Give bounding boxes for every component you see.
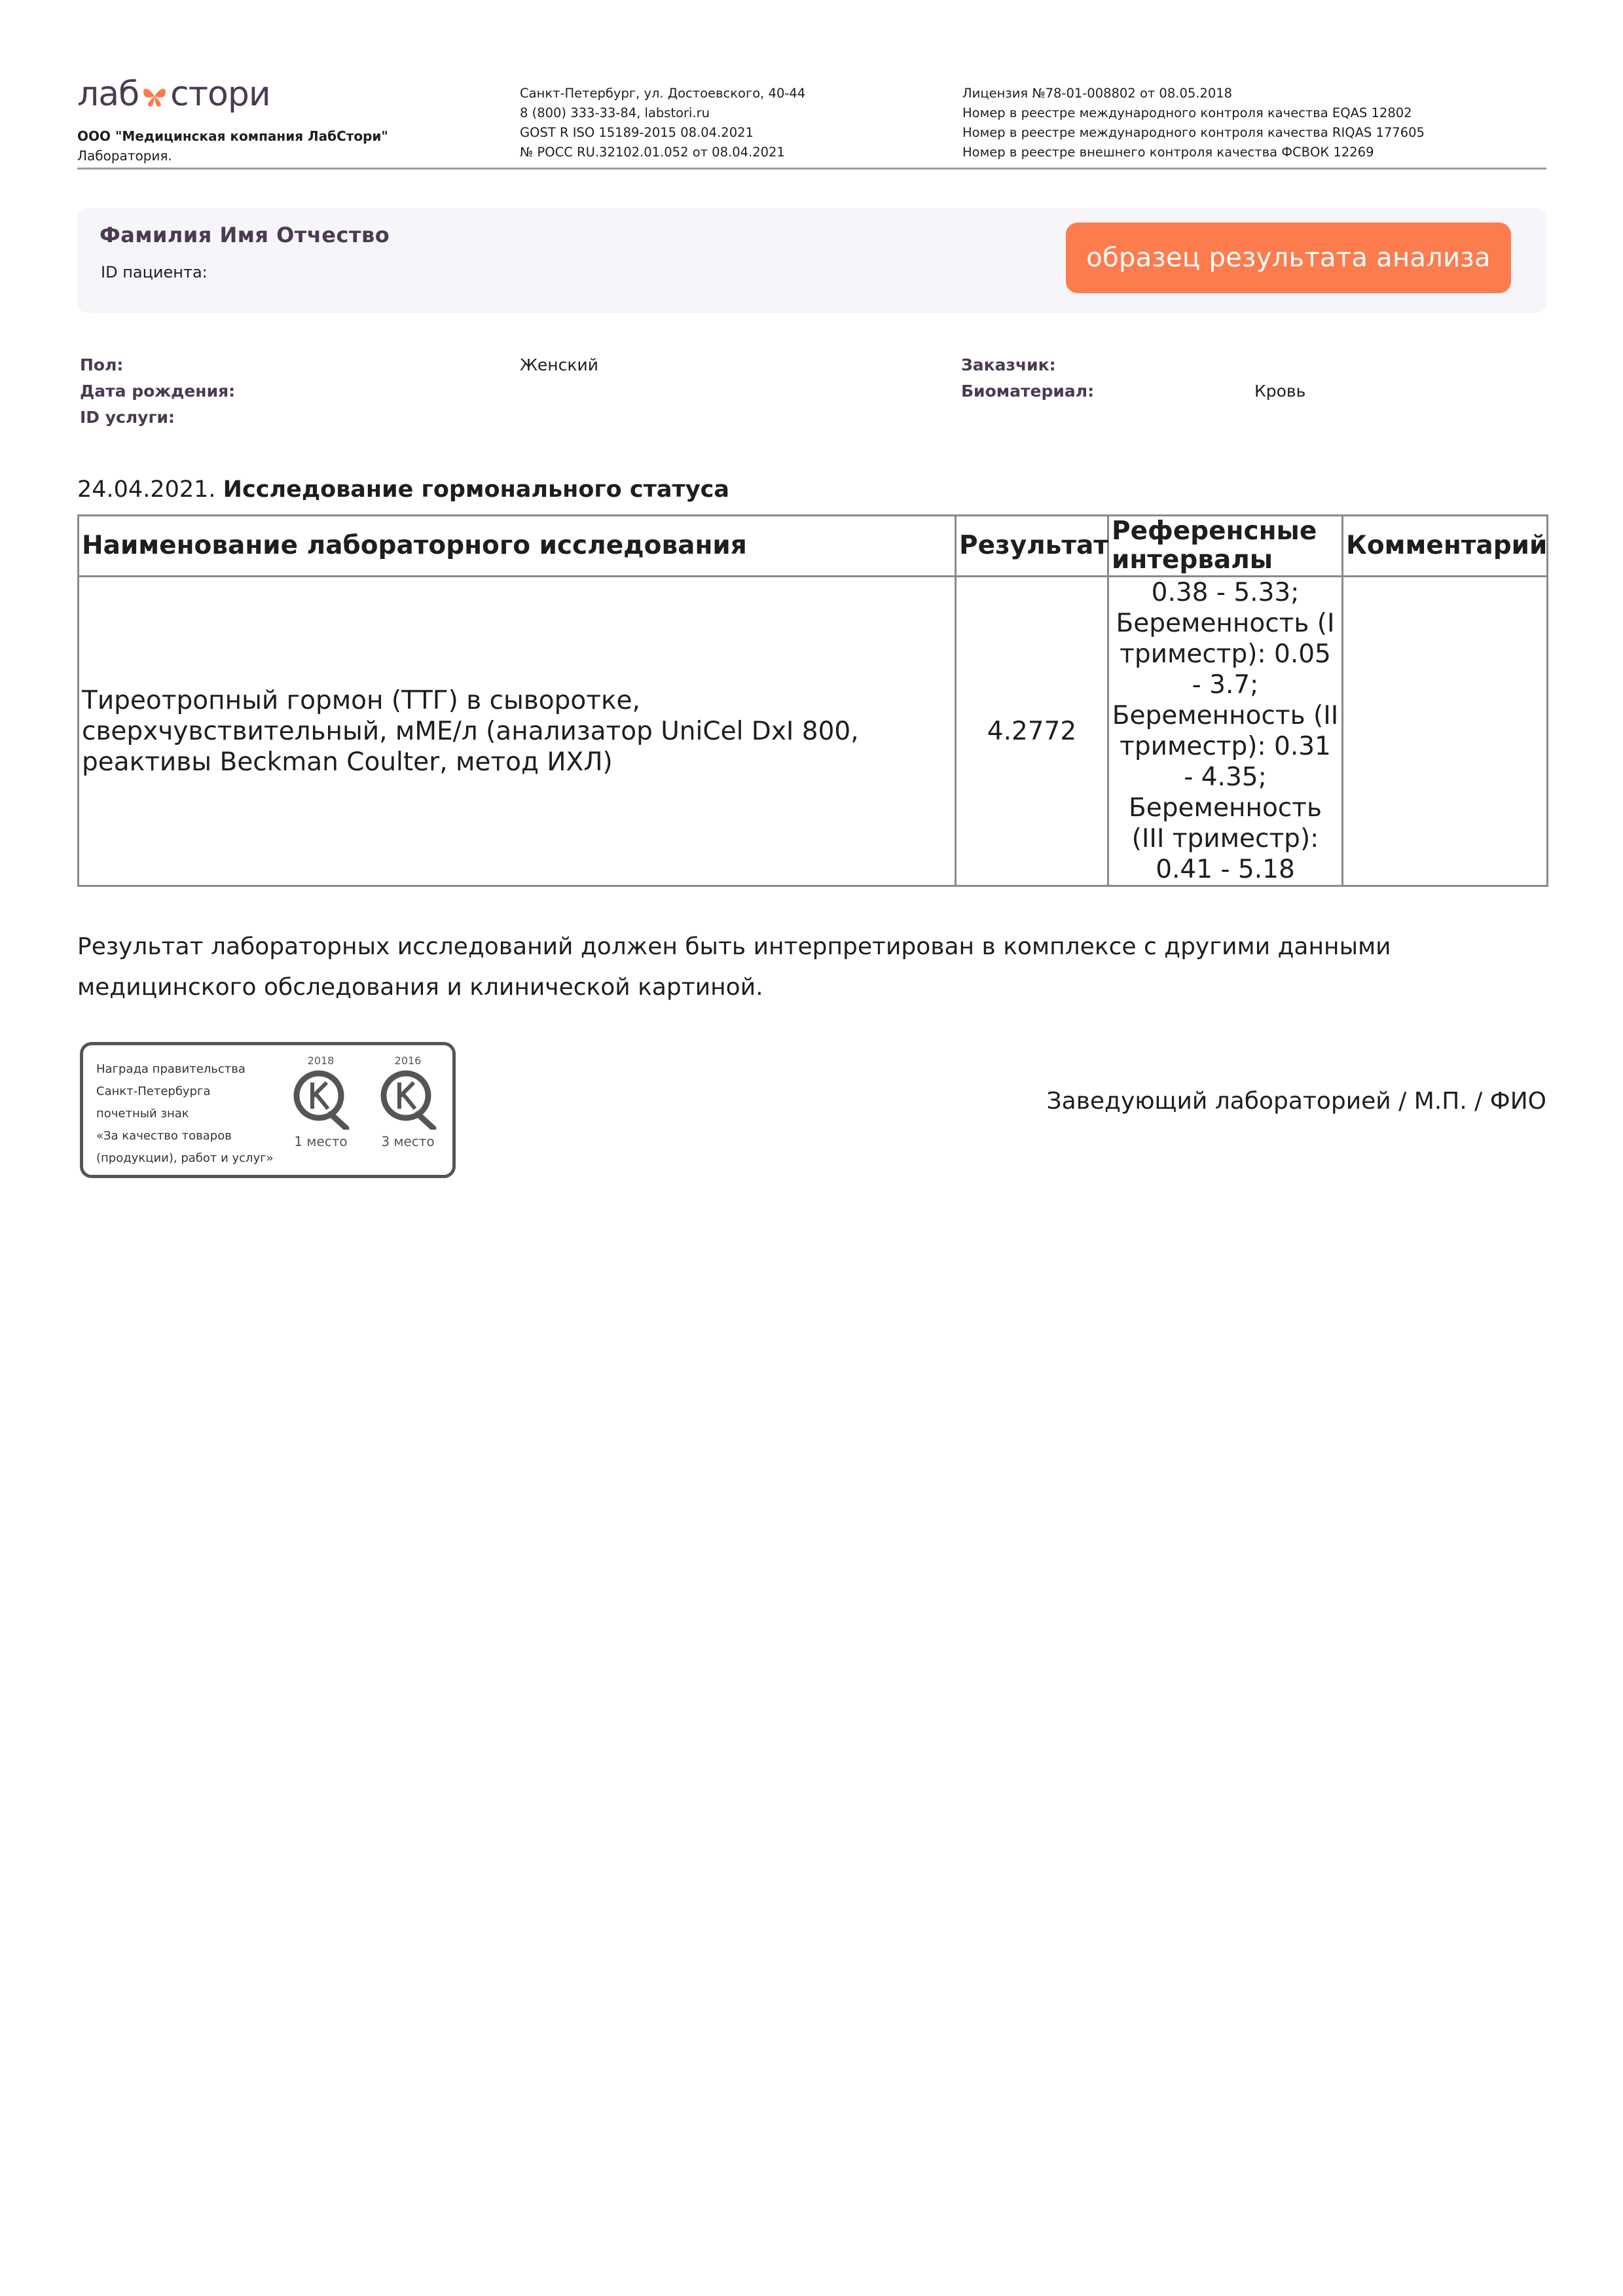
license-line: Лицензия №78-01-008802 от 08.05.2018 [962, 86, 1233, 101]
award-year: 2016 [394, 1054, 422, 1067]
quality-award-badge [80, 1042, 456, 1178]
labstori-logo [77, 75, 270, 114]
sex-value: Женский [520, 355, 598, 374]
gost-line: GOST R ISO 15189-2015 08.04.2021 [520, 125, 754, 140]
award-line: Награда правительства [96, 1062, 246, 1076]
comment-cell [1343, 577, 1548, 886]
award-2018 [291, 1054, 350, 1149]
header-reference: Референсные интервалы [1108, 516, 1343, 577]
logo-text-right: стори [170, 75, 270, 114]
logo-text-left: лаб [77, 75, 139, 114]
service-id-label: ID услуги: [80, 408, 175, 427]
results-table [77, 514, 1548, 887]
letterhead [77, 72, 1546, 170]
award-line: Санкт-Петербурга [96, 1085, 211, 1098]
address-block [520, 84, 805, 162]
address-line: Санкт-Петербург, ул. Достоевского, 40-44 [520, 86, 806, 101]
sex-label: Пол: [80, 355, 124, 374]
quality-k-icon [291, 1067, 350, 1130]
table-header-row [79, 516, 1548, 577]
header-comment: Комментарий [1343, 516, 1548, 577]
header-test-name: Наименование лабораторного исследования [79, 516, 956, 577]
award-line: почетный знак [96, 1107, 189, 1121]
certificate-line: № РОСС RU.32102.01.052 от 08.04.2021 [520, 145, 785, 160]
signature-line: Заведующий лабораторией / М.П. / ФИО [1046, 1088, 1546, 1115]
customer-label: Заказчик: [961, 355, 1056, 374]
patient-name: Фамилия Имя Отчество [100, 223, 390, 247]
test-name-cell: Тиреотропный гормон (ТТГ) в сыворотке, сверхчувствительный, мМЕ/л (анализатор UniCel DxI 800, реактивы Beckman Coulter, метод ИХЛ) [79, 577, 956, 886]
biomaterial-value: Кровь [1254, 382, 1306, 401]
reference-cell: 0.38 - 5.33; Беременность (I триместр): 0.05 - 3.7; Беременность (II триместр): 0.31 - 4.35; Беременность (III триместр): 0.41 - 5.18 [1108, 577, 1343, 886]
award-2016 [378, 1054, 437, 1149]
riqas-line: Номер в реестре международного контроля качества RIQAS 177605 [962, 125, 1425, 140]
award-text [96, 1058, 274, 1170]
butterfly-icon [140, 80, 169, 109]
study-date: 24.04.2021. [77, 476, 216, 503]
biomaterial-label: Биоматериал: [961, 382, 1095, 401]
sample-result-badge: образец результата анализа [1066, 223, 1511, 293]
license-block [962, 84, 1425, 162]
result-cell: 4.2772 [956, 577, 1108, 886]
award-line: «За качество товаров [96, 1129, 232, 1143]
study-title: Исследование гормонального статуса [223, 476, 730, 503]
quality-k-icon [378, 1067, 437, 1130]
patient-panel [77, 208, 1546, 313]
section-title [77, 476, 729, 503]
award-place: 3 место [381, 1134, 435, 1149]
eqas-line: Номер в реестре международного контроля качества EQAS 12802 [962, 105, 1412, 120]
table-row [79, 577, 1548, 886]
company-subtitle: Лаборатория. [77, 148, 172, 164]
birth-date-label: Дата рождения: [80, 382, 236, 401]
patient-id-label: ID пациента: [101, 263, 208, 281]
company-name: ООО "Медицинская компания ЛабСтори" [77, 128, 388, 144]
award-place: 1 место [294, 1134, 348, 1149]
award-year: 2018 [307, 1054, 335, 1067]
header-result: Результат [956, 516, 1108, 577]
contact-line: 8 (800) 333-33-84, labstori.ru [520, 105, 710, 120]
fsvok-line: Номер в реестре внешнего контроля качества ФСВОК 12269 [962, 145, 1374, 160]
interpretation-note: Результат лабораторных исследований должен быть интерпретирован в комплексе с другими данными медицинского обследования и клинической картиной. [77, 933, 1391, 1001]
award-line: (продукции), работ и услуг» [96, 1151, 274, 1165]
